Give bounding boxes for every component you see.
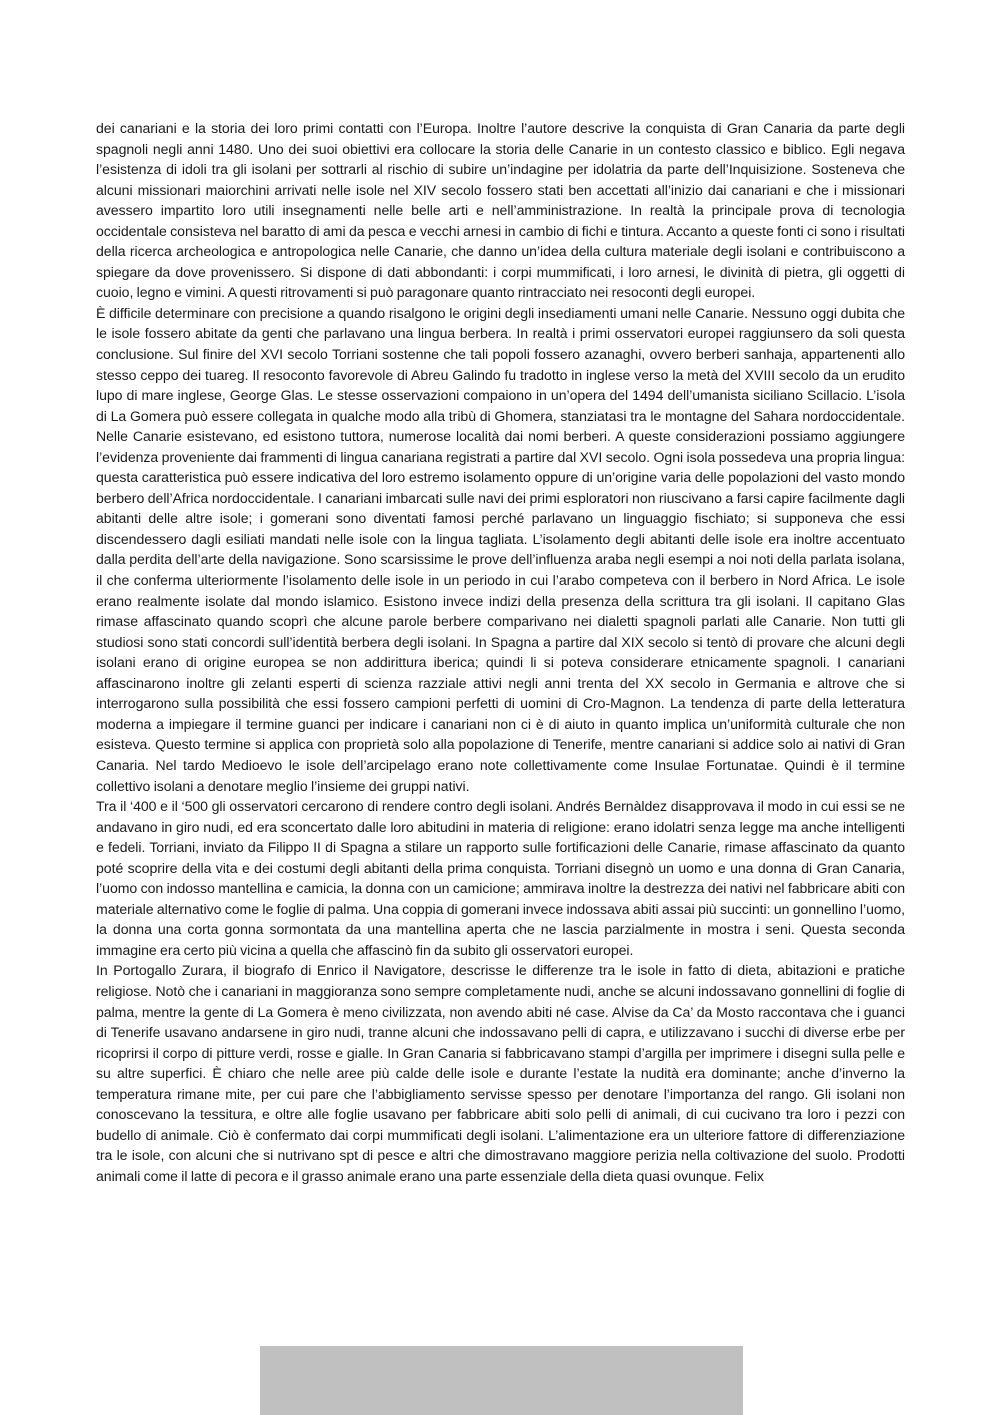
footer-gray-bar <box>260 1346 743 1415</box>
paragraph-2: È difficile determinare con precisione a quando risalgono le origini degli insediamenti umani nelle Canarie. Nessuno oggi dubita che le isole fossero abitate da genti che parlavano una lingua berbera. In realtà i primi osservatori europei raggiunsero da soli questa conclusione. Sul finire del XVI secolo Torriani sostenne che tali popoli fossero azanaghi, ovvero berberi sanhaja, appartenenti allo stesso ceppo dei tuareg. Il resoconto favorevole di Abreu Galindo fu tradotto in inglese verso la metà del XVIII secolo da un erudito lupo di mare inglese, George Glas. Le stesse osservazioni compaiono in un’opera del 1494 dell’umanista siciliano Scillacio. L’isola di La Gomera può essere collegata in qualche modo alla tribù di Ghomera, stanziatasi tra le montagne del Sahara nordoccidentale. Nelle Canarie esistevano, ed esistono tuttora, numerose località dai nomi berberi. A queste considerazioni possiamo aggiungere l’evidenza proveniente dai frammenti di lingua canariana registrati a partire dal XVI secolo. Ogni isola possedeva una propria lingua: questa caratteristica può essere indicativa del loro estremo isolamento oppure di un’origine varia delle popolazioni del vasto mondo berbero dell’Africa nordoccidentale. I canariani imbarcati sulle navi dei primi esploratori non riuscivano a farsi capire facilmente dagli abitanti delle altre isole; i gomerani sono diventati famosi perché parlavano un linguaggio fischiato; si supponeva che essi discendessero dagli esiliati mandati nelle isole con la lingua tagliata. L’isolamento degli abitanti delle isole era inoltre accentuato dalla perdita dell’arte della navigazione. Sono scarsissime le prove dell’influenza araba negli esempi a noi noti della parlata isolana, il che conferma ulteriormente l’isolamento delle isole in un periodo in cui l’arabo competeva con il berbero in Nord Africa. Le isole erano realmente isolate dal mondo islamico. Esistono invece indizi della presenza della scrittura tra gli isolani. Il capitano Glas rimase affascinato quando scoprì che alcune parole berbere comparivano nei dialetti spagnoli parlati alle Canarie. Non tutti gli studiosi sono stati concordi sull’identità berbera degli isolani. In Spagna a partire dal XIX secolo si tentò di provare che alcuni degli isolani erano di origine europea se non addirittura iberica; quindi li si poteva considerare etnicamente spagnoli. I canariani affascinarono inoltre gli zelanti esperti di scienza razziale attivi negli anni trenta del XX secolo in Germania e altrove che si interrogarono sulla possibilità che essi fossero campioni perfetti di uomini di Cro-Magnon. La tendenza di parte della letteratura moderna a impiegare il termine guanci per indicare i canariani non ci è di aiuto in quanto implica un’uniformità culturale che non esisteva. Questo termine si applica con proprietà solo alla popolazione di Tenerife, mentre canariani si addice solo ai nativi di Gran Canaria. Nel tardo Medioevo le isole dell’arcipelago erano note collettivamente come Insulae Fortunatae. Quindi è il termine collettivo isolani a denotare meglio l’insieme dei gruppi nativi. <box>96 304 905 794</box>
paragraph-4: In Portogallo Zurara, il biografo di Enrico il Navigatore, descrisse le differenze tra le isole in fatto di dieta, abitazioni e pratiche religiose. Notò che i canariani in maggioranza sono sempre completamente nudi, anche se alcuni indossavano gonnellini di foglie di palma, mentre la gente di La Gomera è meno civilizzata, non avendo abiti né case. Alvise da Ca’ da Mosto raccontava che i guanci di Tenerife usavano andarsene in giro nudi, tranne alcuni che indossavano pelli di capra, e utilizzavano i succhi di diverse erbe per ricoprirsi il corpo di pitture verdi, rosse e gialle. In Gran Canaria si fabbricavano stampi d’argilla per imprimere i disegni sulla pelle e su altre superfici. È chiaro che nelle aree più calde delle isole e durante l’estate la nudità era dominante; anche d’inverno la temperatura rimane mite, per cui pare che l’abbigliamento servisse spesso per denotare l’importanza del rango. Gli isolani non conoscevano la tessitura, e oltre alle foglie usavano per fabbricare abiti solo pelli di animali, di cui cucivano tra loro i pezzi con budello di animale. Ciò è confermato dai corpi mummificati degli isolani. L’alimentazione era un ulteriore fattore di differenziazione tra le isole, con alcuni che si nutrivano spt di pesce e altri che dimostravano maggiore perizia nella coltivazione del suolo. Prodotti animali come il latte di pecora e il grasso animale erano una parte essenziale della dieta quasi ovunque. Felix <box>96 962 905 1184</box>
body-text <box>96 118 905 1186</box>
paragraph-1: dei canariani e la storia dei loro primi contatti con l’Europa. Inoltre l’autore descrive la conquista di Gran Canaria da parte degli spagnoli negli anni 1480. Uno dei suoi obiettivi era collocare la storia delle Canarie in un contesto classico e biblico. Egli negava l’esistenza di idoli tra gli isolani per sottrarli al rischio di subire un’indagine per idolatria da parte dell’Inquisizione. Sosteneva che alcuni missionari maiorchini arrivati nelle isole nel XIV secolo fossero stati ben accettati all’inizio dai canariani e che i missionari avessero impartito loro utili insegnamenti nelle belle arti e nell’amministrazione. In realtà la principale prova di tecnologia occidentale consisteva nel baratto di ami da pesca e vecchi arnesi in cambio di fichi e tintura. Accanto a queste fonti ci sono i risultati della ricerca archeologica e antropologica nelle Canarie, che danno un’idea della cultura materiale degli isolani e contribuiscono a spiegare da dove provenissero. Si dispone di dati abbondanti: i corpi mummificati, i loro arnesi, le divinità di pietra, gli oggetti di cuoio, legno e vimini. A questi ritrovamenti si può paragonare quanto rintracciato nei resoconti degli europei. <box>96 120 905 301</box>
paragraph-3: Tra il ‘400 e il ‘500 gli osservatori cercarono di rendere contro degli isolani. Andrés Bernàldez disapprovava il modo in cui essi se ne andavano in giro nudi, ed era sconcertato dalle loro abitudini in materia di religione: erano idolatri senza legge ma anche intelligenti e fedeli. Torriani, inviato da Filippo II di Spagna a stilare un rapporto sulle fortificazioni delle Canarie, rimase affascinato da quanto poté scoprire della vita e dei costumi degli abitanti della prima conquista. Torriani disegnò un uomo e una donna di Gran Canaria, l’uomo con indosso mantellina e camicia, la donna con un camicione; ammirava inoltre la destrezza dei nativi nel fabbricare abiti con materiale alternativo come le foglie di palma. Una coppia di gomerani invece indossava abiti assai più succinti: un gonnellino l’uomo, la donna una corta gonna sormontata da una mantellina aperta che ne lascia parzialmente in mostra i seni. Questa seconda immagine era certo più vicina a quella che affascinò fin da subito gli osservatori europei. <box>96 798 905 958</box>
